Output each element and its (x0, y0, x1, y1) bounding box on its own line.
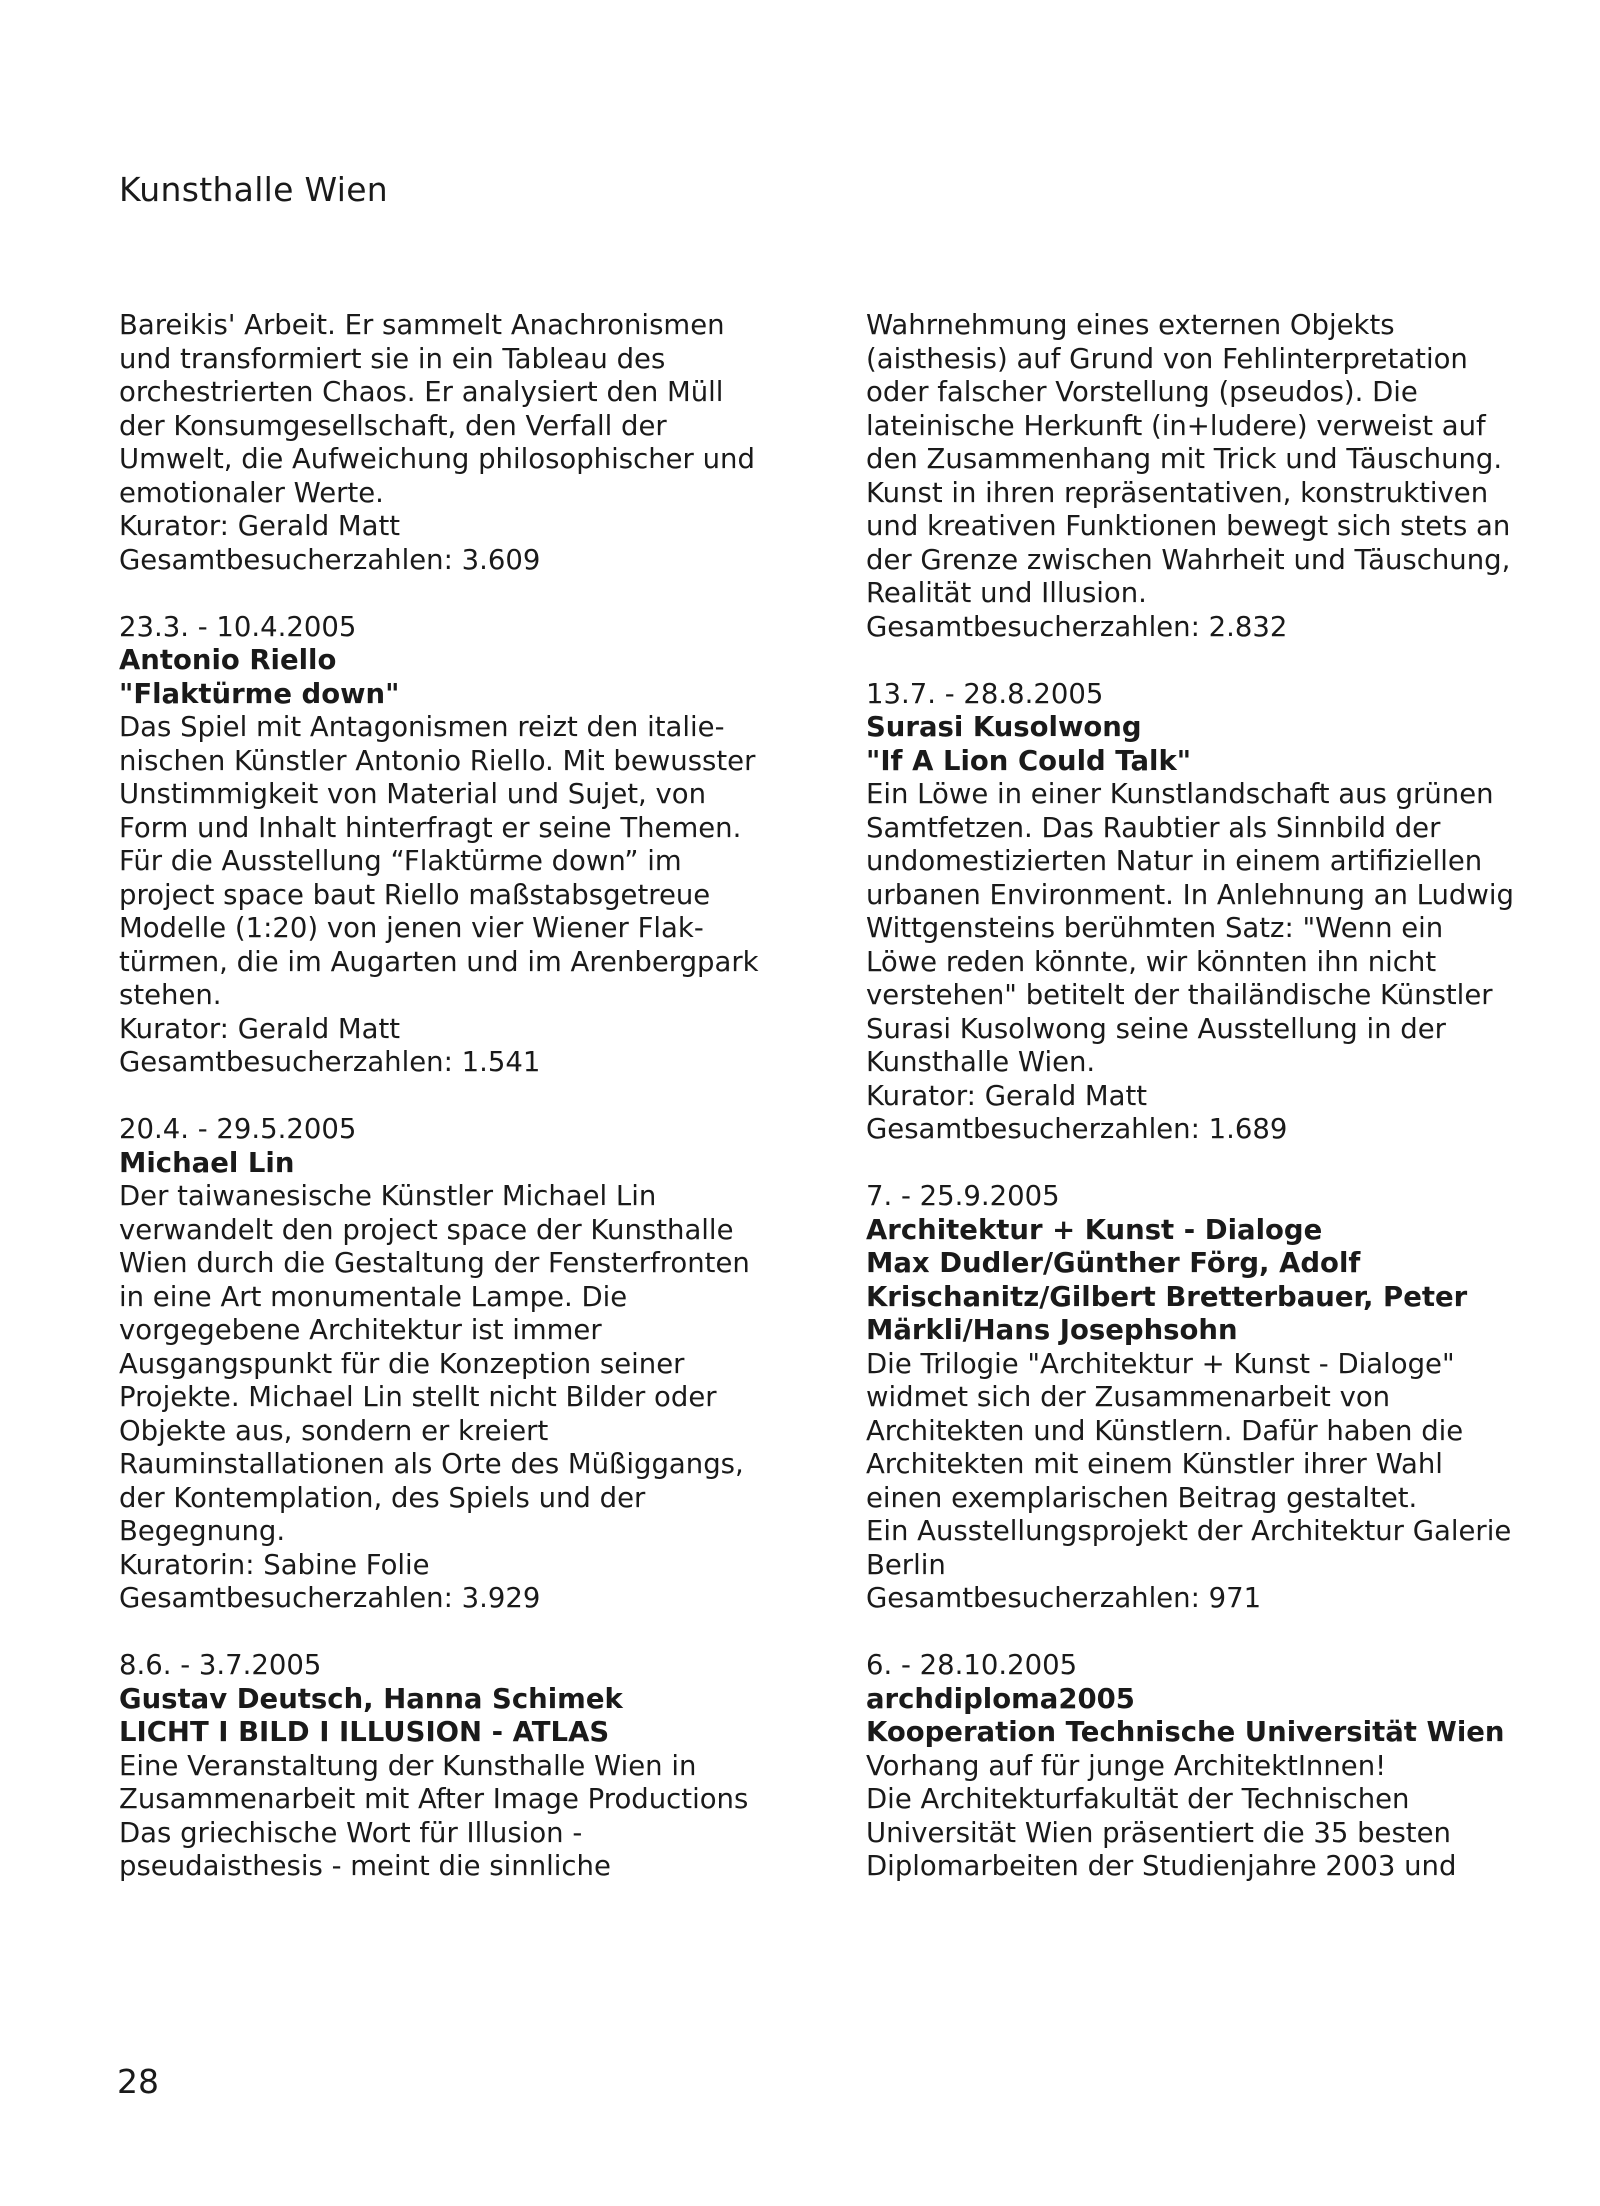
exhibition-date: 7. - 25.9.2005 (866, 1180, 1060, 1212)
entry-spacer (119, 1080, 819, 1114)
body-text-line: der Konsumgesellschaft, den Verfall der (119, 409, 667, 442)
exhibition-entry (119, 309, 819, 577)
body-text-line: Gesamtbesucherzahlen: 2.832 (866, 610, 1288, 643)
body-text-line: lateinische Herkunft (in+ludere) verweist auf (866, 409, 1486, 442)
exhibition-entry (119, 1113, 819, 1616)
right-column (866, 309, 1556, 1884)
body-text-line: emotionaler Werte. (119, 476, 384, 509)
body-text-line: Die Architekturfakultät der Technischen (866, 1783, 1410, 1815)
exhibition-heading: Kooperation Technische Universität Wien (866, 1716, 1505, 1748)
body-text-line: Samtfetzen. Das Raubtier als Sinnbild der (866, 811, 1441, 844)
body-text-line: Gesamtbesucherzahlen: 1.541 (119, 1046, 541, 1078)
body-text-line: Wien durch die Gestaltung der Fensterfronten (119, 1247, 750, 1279)
body-text-line: Ein Ausstellungsprojekt der Architektur Galerie (866, 1515, 1512, 1547)
exhibition-entry (866, 1649, 1556, 1884)
body-text-line: vorgegebene Architektur ist immer (119, 1314, 602, 1346)
body-text-line: Modelle (1:20) von jenen vier Wiener Flak- (119, 912, 704, 944)
body-text-line: Eine Veranstaltung der Kunsthalle Wien in (119, 1749, 697, 1782)
body-text-line: Ausgangspunkt für die Konzeption seiner (119, 1347, 685, 1380)
exhibition-entry (119, 611, 819, 1080)
body-text-line: urbanen Environment. In Anlehnung an Ludwig (866, 878, 1514, 911)
body-text-line: Kuratorin: Sabine Folie (119, 1548, 430, 1581)
body-text-line: pseudaisthesis - meint die sinnliche (119, 1850, 611, 1882)
body-text-line: Gesamtbesucherzahlen: 3.929 (119, 1582, 541, 1614)
body-text-line: Gesamtbesucherzahlen: 1.689 (866, 1113, 1288, 1145)
exhibition-date: 23.3. - 10.4.2005 (119, 610, 357, 643)
body-text-line: Gesamtbesucherzahlen: 971 (866, 1582, 1262, 1614)
exhibition-entry (866, 678, 1556, 1147)
body-text-line: Löwe reden könnte, wir könnten ihn nicht (866, 945, 1437, 978)
body-text-line: oder falscher Vorstellung (pseudos). Die (866, 376, 1418, 408)
exhibition-heading: Surasi Kusolwong (866, 711, 1142, 743)
body-text-line: Die Trilogie "Architektur + Kunst - Dialoge" (866, 1347, 1455, 1380)
body-text-line: und kreativen Funktionen bewegt sich stets an (866, 510, 1511, 542)
body-text-line: Ein Löwe in einer Kunstlandschaft aus grünen (866, 778, 1494, 810)
page-header-title: Kunsthalle Wien (119, 170, 389, 209)
body-text-line: Kunst in ihren repräsentativen, konstruktiven (866, 476, 1489, 509)
body-text-line: und transformiert sie in ein Tableau des (119, 342, 666, 375)
exhibition-heading: archdiploma2005 (866, 1682, 1135, 1715)
body-text-line: den Zusammenhang mit Trick und Täuschung. (866, 443, 1503, 475)
left-column (119, 309, 819, 1884)
exhibition-heading: "If A Lion Could Talk" (866, 744, 1192, 777)
body-text-line: in eine Art monumentale Lampe. Die (119, 1280, 628, 1313)
body-text-line: orchestrierten Chaos. Er analysiert den Müll (119, 376, 724, 408)
body-text-line: Projekte. Michael Lin stellt nicht Bilder oder (119, 1381, 717, 1413)
exhibition-heading: Michael Lin (119, 1146, 295, 1179)
exhibition-heading: Max Dudler/Günther Förg, Adolf (866, 1247, 1361, 1279)
body-text-line: Umwelt, die Aufweichung philosophischer und (119, 443, 755, 475)
body-text-line: Das griechische Wort für Illusion - (119, 1816, 583, 1849)
exhibition-date: 13.7. - 28.8.2005 (866, 677, 1104, 710)
body-text-line: Wittgensteins berühmten Satz: "Wenn ein (866, 912, 1444, 944)
body-text-line: stehen. (119, 979, 222, 1011)
exhibition-heading: Gustav Deutsch, Hanna Schimek (119, 1682, 623, 1715)
exhibition-date: 20.4. - 29.5.2005 (119, 1113, 357, 1145)
body-text-line: Diplomarbeiten der Studienjahre 2003 und (866, 1850, 1457, 1882)
exhibition-heading: Märkli/Hans Josephsohn (866, 1314, 1238, 1346)
body-text-line: nischen Künstler Antonio Riello. Mit bewusster (119, 744, 756, 777)
entry-spacer (119, 577, 819, 611)
exhibition-entry (866, 309, 1556, 644)
body-text-line: project space baut Riello maßstabsgetreue (119, 878, 711, 911)
exhibition-heading: Antonio Riello (119, 644, 337, 676)
entry-spacer (866, 1147, 1556, 1181)
body-text-line: widmet sich der Zusammenarbeit von (866, 1381, 1391, 1413)
body-text-line: Der taiwanesische Künstler Michael Lin (119, 1180, 657, 1212)
body-text-line: Berlin (866, 1548, 946, 1581)
body-text-line: Das Spiel mit Antagonismen reizt den italie- (119, 711, 725, 743)
exhibition-date: 8.6. - 3.7.2005 (119, 1649, 322, 1681)
body-text-line: undomestizierten Natur in einem artifiziellen (866, 845, 1483, 877)
exhibition-date: 6. - 28.10.2005 (866, 1649, 1078, 1681)
body-text-line: Zusammenarbeit mit After Image Productions (119, 1783, 749, 1815)
body-text-line: Kurator: Gerald Matt (119, 510, 401, 542)
body-text-line: Kunsthalle Wien. (866, 1046, 1096, 1078)
exhibition-heading: LICHT I BILD I ILLUSION - ATLAS (119, 1716, 610, 1748)
body-text-line: Realität und Illusion. (866, 577, 1147, 609)
body-text-line: Begegnung. (119, 1515, 286, 1547)
body-text-line: Form und Inhalt hinterfragt er seine Themen. (119, 811, 742, 844)
body-text-line: Kurator: Gerald Matt (866, 1079, 1148, 1112)
exhibition-heading: Krischanitz/Gilbert Bretterbauer, Peter (866, 1280, 1468, 1313)
body-text-line: verwandelt den project space der Kunsthalle (119, 1213, 734, 1246)
body-text-line: der Grenze zwischen Wahrheit und Täuschung, (866, 543, 1511, 576)
exhibition-entry (866, 1180, 1556, 1616)
body-text-line: Surasi Kusolwong seine Ausstellung in der (866, 1012, 1446, 1045)
body-text-line: verstehen" betitelt der thailändische Künstler (866, 979, 1493, 1011)
exhibition-heading: "Flaktürme down" (119, 677, 400, 710)
body-text-line: Rauminstallationen als Orte des Müßiggangs, (119, 1448, 744, 1480)
body-text-line: Bareikis' Arbeit. Er sammelt Anachronismen (119, 309, 725, 341)
exhibition-entry (119, 1649, 819, 1884)
entry-spacer (866, 1616, 1556, 1650)
body-text-line: Gesamtbesucherzahlen: 3.609 (119, 543, 541, 576)
body-text-line: Wahrnehmung eines externen Objekts (866, 309, 1395, 341)
entry-spacer (866, 644, 1556, 678)
exhibition-heading: Architektur + Kunst - Dialoge (866, 1213, 1323, 1246)
body-text-line: Architekten mit einem Künstler ihrer Wahl (866, 1448, 1443, 1480)
body-text-line: türmen, die im Augarten und im Arenbergpark (119, 945, 759, 978)
body-text-line: Kurator: Gerald Matt (119, 1012, 401, 1045)
body-text-line: Für die Ausstellung “Flaktürme down” im (119, 845, 682, 877)
body-text-line: (aisthesis) auf Grund von Fehlinterpretation (866, 342, 1468, 375)
body-text-line: Universität Wien präsentiert die 35 besten (866, 1816, 1451, 1849)
body-text-line: Unstimmigkeit von Material und Sujet, von (119, 778, 707, 810)
body-text-line: einen exemplarischen Beitrag gestaltet. (866, 1481, 1418, 1514)
entry-spacer (119, 1616, 819, 1650)
page-number: 28 (117, 2062, 159, 2101)
body-text-line: Architekten und Künstlern. Dafür haben die (866, 1414, 1464, 1447)
body-text-line: der Kontemplation, des Spiels und der (119, 1481, 646, 1514)
body-text-line: Objekte aus, sondern er kreiert (119, 1414, 549, 1447)
body-text-line: Vorhang auf für junge ArchitektInnen! (866, 1749, 1387, 1782)
